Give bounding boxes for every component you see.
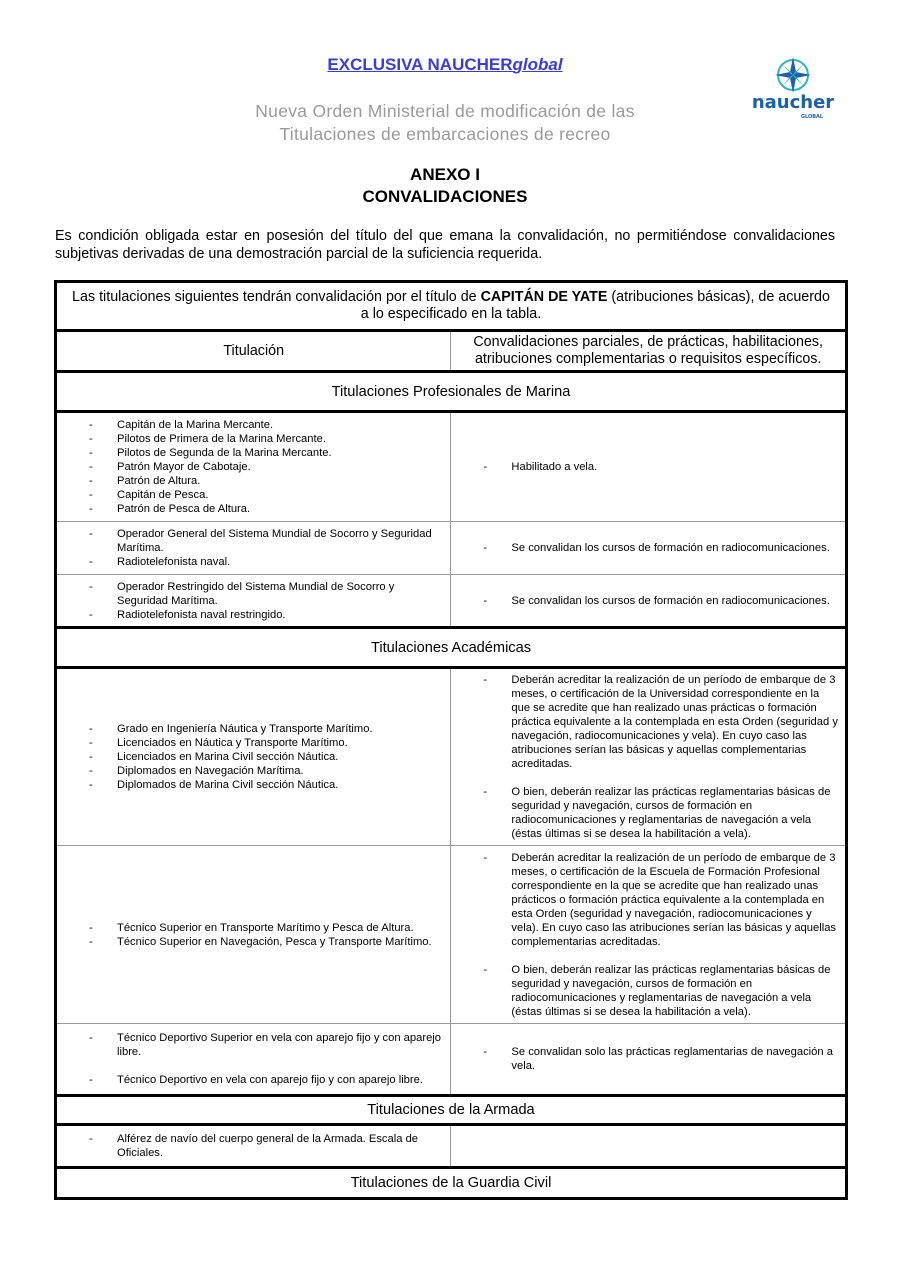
table-row-operador-restringido bbox=[56, 575, 451, 628]
list-item: - Técnico Superior en Transporte Marítimo y Pesca de Altura. bbox=[57, 921, 450, 935]
table-row-tecnico-deportivo bbox=[56, 1024, 451, 1096]
list-item: - Habilitado a vela. bbox=[451, 460, 845, 474]
table-row-tecnico-superior-convalidation bbox=[451, 846, 847, 1024]
table-row-marina-titles bbox=[56, 412, 451, 522]
column-header-convalidaciones: Convalidaciones parciales, de prácticas, habilitaciones, atribuciones complementarias o requisitos específicos. bbox=[451, 331, 847, 372]
list-item: - Diplomados en Navegación Marítima. bbox=[57, 764, 450, 778]
list-item: - Patrón de Altura. bbox=[57, 474, 450, 488]
list-item: - Grado en Ingeniería Náutica y Transporte Marítimo. bbox=[57, 722, 450, 736]
link-text-main[interactable]: EXCLUSIVA NAUCHER bbox=[327, 55, 513, 74]
list-item: - Técnico Superior en Navegación, Pesca y Transporte Marítimo. bbox=[57, 935, 450, 949]
table-row-academicas-titles bbox=[56, 668, 451, 846]
list-item: - O bien, deberán realizar las prácticas reglamentarias básicas de seguridad y navegación, cursos de formación en radiocomunicaciones y reglamentarias de navegación a vela (éstas últimas si se desea la habilitación a vela). bbox=[451, 963, 845, 1019]
section-guardia-civil: Titulaciones de la Guardia Civil bbox=[56, 1168, 847, 1199]
list-item: - Diplomados de Marina Civil sección Náutica. bbox=[57, 778, 450, 792]
section-armada: Titulaciones de la Armada bbox=[56, 1096, 847, 1125]
list-item: - Técnico Deportivo en vela con aparejo fijo y con aparejo libre. bbox=[57, 1073, 450, 1087]
table-row-armada bbox=[56, 1125, 451, 1168]
header-text-pre: Las titulaciones siguientes tendrán convalidación por el título de bbox=[72, 289, 481, 305]
table-row-operador-general-convalidation bbox=[451, 522, 847, 575]
title-list bbox=[57, 921, 450, 949]
list-item: - Pilotos de Segunda de la Marina Mercante. bbox=[57, 446, 450, 460]
list-item: - Patrón de Pesca de Altura. bbox=[57, 502, 450, 516]
list-item: - Deberán acreditar la realización de un período de embarque de 3 meses, o certificación de la Escuela de Formación Profesional correspondiente en la que se acredite que han realizado unas prácticos o formación práctica equivalente a la contemplada en esta Orden (seguridad y navegación, radiocomunicaciones y vela). En cuyo caso las atribuciones serían las básicas y aquellas complementarias acreditadas. bbox=[451, 851, 845, 949]
list-item: - Se convalidan los cursos de formación en radiocomunicaciones. bbox=[451, 541, 845, 555]
intro-paragraph: Es condición obligada estar en posesión del título del que emana la convalidación, no permitiéndose convalidaciones subjetivas derivadas de una demostración parcial de la suficiencia requerida. bbox=[55, 228, 835, 262]
logo-word: naucher bbox=[752, 92, 834, 113]
list-item: - Alférez de navío del cuerpo general de la Armada. Escala de Oficiales. bbox=[57, 1132, 450, 1160]
list-item: - Licenciados en Marina Civil sección Náutica. bbox=[57, 750, 450, 764]
list-item: - Licenciados en Náutica y Transporte Marítimo. bbox=[57, 736, 450, 750]
title-list bbox=[57, 1031, 450, 1087]
annex-number: ANEXO I bbox=[410, 165, 480, 184]
document-subtitle bbox=[0, 100, 890, 146]
list-item: - O bien, deberán realizar las prácticas reglamentarias básicas de seguridad y navegación, cursos de formación en radiocomunicaciones y reglamentarias de navegación a vela (éstas últimas si se desea la habilitación a vela). bbox=[451, 785, 845, 841]
list-item: - Deberán acreditar la realización de un período de embarque de 3 meses, o certificación de la Universidad correspondiente en la que se acredite que han realizado unas prácticas o formación práctica equivalente a la contemplada en esta Orden (seguridad y navegación, radiocomunicaciones y vela). En cuyo caso las atribuciones serían las básicas y aquellas complementarias acreditadas. bbox=[451, 673, 845, 771]
table-row-academicas-convalidation bbox=[451, 668, 847, 846]
table-row-tecnico-deportivo-convalidation bbox=[451, 1024, 847, 1096]
list-item: - Operador General del Sistema Mundial de Socorro y Seguridad Marítima. bbox=[57, 527, 450, 555]
section-profesionales-marina: Titulaciones Profesionales de Marina bbox=[56, 372, 847, 412]
link-text-global[interactable]: global bbox=[512, 55, 563, 74]
title-list bbox=[57, 722, 450, 792]
list-item: - Operador Restringido del Sistema Mundial de Socorro y Seguridad Marítima. bbox=[57, 580, 450, 608]
table-row-marina-convalidation bbox=[451, 412, 847, 522]
title-list bbox=[57, 527, 450, 569]
table-row-armada-convalidation bbox=[451, 1125, 847, 1168]
table-header bbox=[56, 282, 847, 331]
list-item: - Se convalidan solo las prácticas reglamentarias de navegación a vela. bbox=[451, 1045, 845, 1073]
subtitle-line-2: Titulaciones de embarcaciones de recreo bbox=[279, 124, 611, 144]
list-item: - Radiotelefonista naval. bbox=[57, 555, 450, 569]
title-list bbox=[57, 418, 450, 516]
list-item: - Capitán de Pesca. bbox=[57, 488, 450, 502]
list-item: - Pilotos de Primera de la Marina Mercante. bbox=[57, 432, 450, 446]
header-text-post: (atribuciones básicas), de acuerdo a lo especificado en la tabla. bbox=[360, 289, 830, 322]
list-item: - Radiotelefonista naval restringido. bbox=[57, 608, 450, 622]
annex-name: CONVALIDACIONES bbox=[362, 187, 528, 206]
annex-title bbox=[0, 164, 890, 208]
title-list bbox=[57, 580, 450, 622]
column-header-titulacion: Titulación bbox=[56, 331, 451, 372]
convalidation-table bbox=[54, 280, 848, 1200]
list-item: - Técnico Deportivo Superior en vela con aparejo fijo y con aparejo libre. bbox=[57, 1031, 450, 1059]
table-row-operador-general bbox=[56, 522, 451, 575]
list-item: - Se convalidan los cursos de formación en radiocomunicaciones. bbox=[451, 594, 845, 608]
subtitle-line-1: Nueva Orden Ministerial de modificación de las bbox=[255, 101, 635, 121]
header-title-bold: CAPITÁN DE YATE bbox=[480, 289, 608, 305]
list-item: - Capitán de la Marina Mercante. bbox=[57, 418, 450, 432]
logo-sub: GLOBAL bbox=[800, 114, 824, 120]
list-item: - Patrón Mayor de Cabotaje. bbox=[57, 460, 450, 474]
table-row-operador-restringido-convalidation bbox=[451, 575, 847, 628]
section-academicas: Titulaciones Académicas bbox=[56, 628, 847, 668]
table-row-tecnico-superior bbox=[56, 846, 451, 1024]
